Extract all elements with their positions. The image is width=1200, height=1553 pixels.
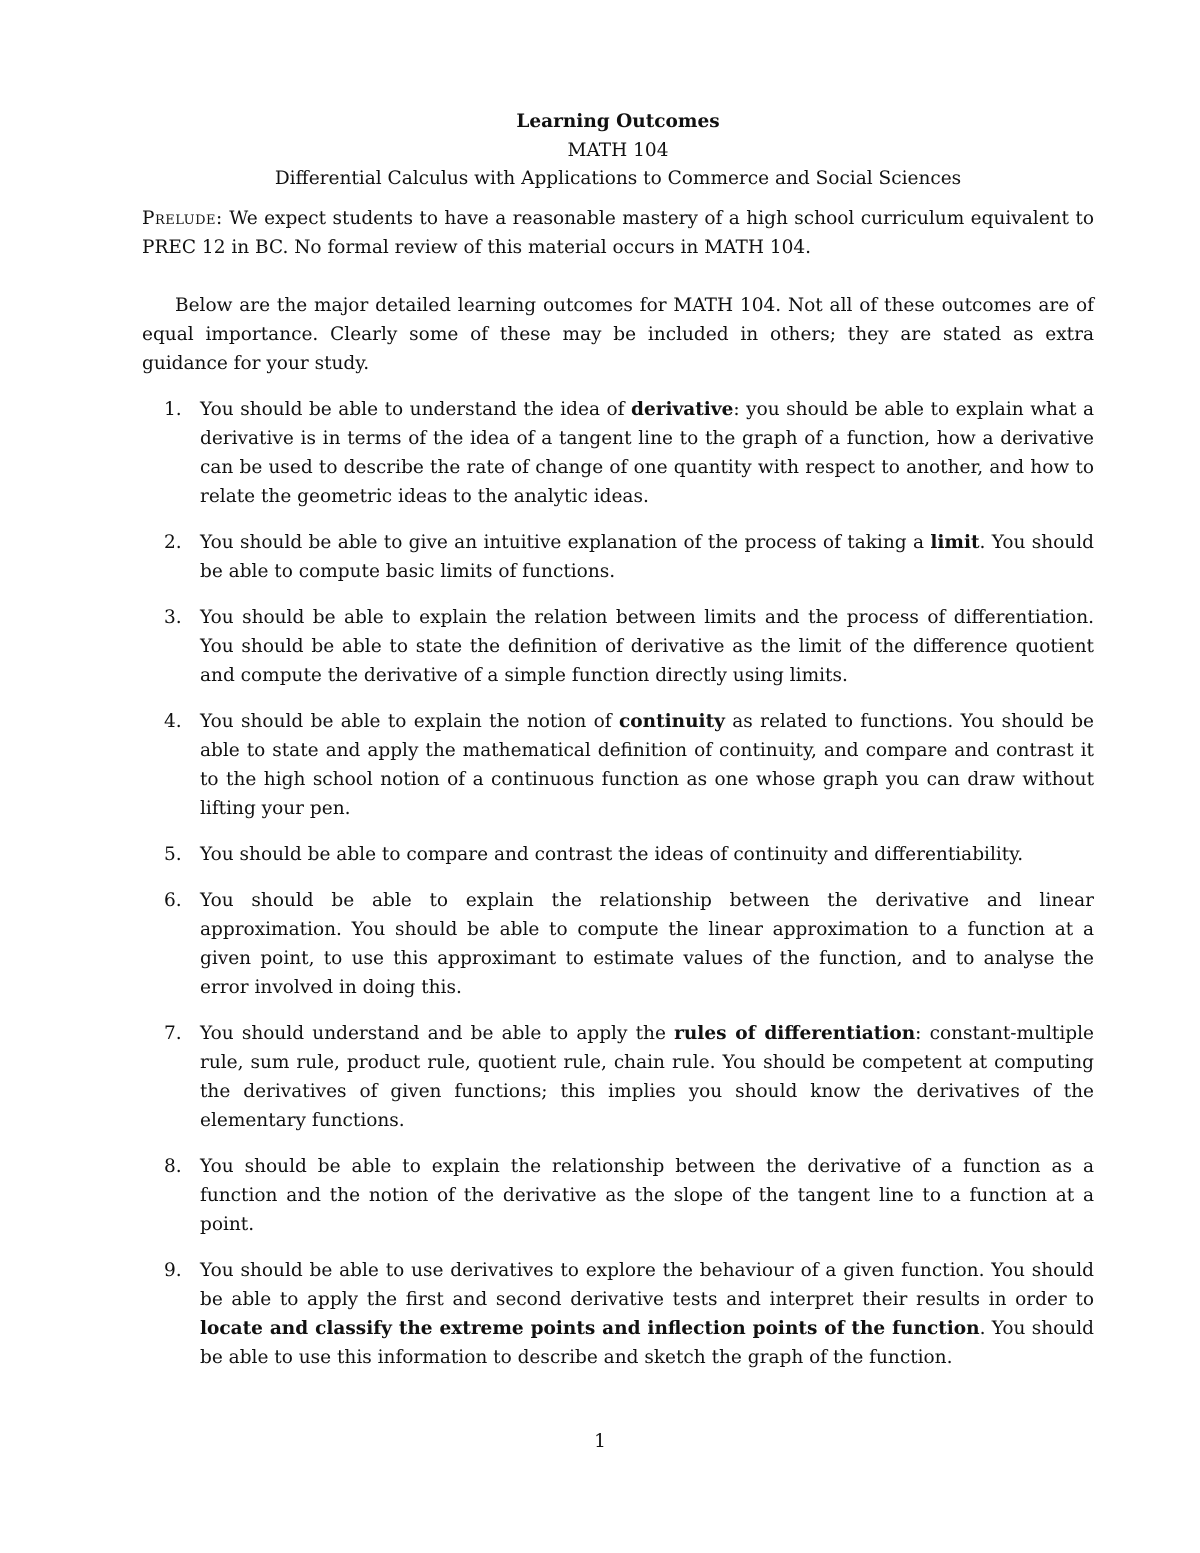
outcome-item xyxy=(142,840,1094,869)
item-text-cont: : you should be able to explain what a derivative is in terms of the idea of a tangent line to the graph of a function, how a derivative can be used to describe the rate of change of one quantity with respect to another, and how to relate the geometric ideas to the analytic ideas. xyxy=(200,398,1094,507)
item-text: You should be able to use derivatives to explore the behaviour of a given function. You should be able to apply the first and second derivative tests and interpret their results in order to xyxy=(200,1259,1094,1310)
item-text: You should be able to explain the relationship between the derivative and linear approximation. You should be able to compute the linear approximation to a function at a given point, to use this approximant to estimate values of the function, and to analyse the error involved in doing this. xyxy=(200,889,1094,998)
item-number: 8. xyxy=(164,1155,182,1177)
item-text-cont: as related to functions. You should be able to state and apply the mathematical definition of continuity, and compare and contrast it to the high school notion of a continuous function as one whose graph you can draw without lifting your pen. xyxy=(200,710,1094,819)
course-subtitle: Differential Calculus with Applications to Commerce and Social Sciences xyxy=(274,168,962,189)
item-keyword: rules of differentiation xyxy=(674,1022,916,1044)
outcome-item xyxy=(142,707,1094,823)
document-title: Learning Outcomes xyxy=(516,111,720,132)
item-number: 9. xyxy=(164,1259,182,1281)
title-block xyxy=(142,108,1094,194)
outcome-item xyxy=(142,886,1094,1002)
item-keyword: continuity xyxy=(619,710,725,732)
prelude-label: Prelude: xyxy=(142,207,223,229)
outcome-item xyxy=(142,395,1094,511)
course-code: MATH 104 xyxy=(567,139,669,161)
item-keyword: locate and classify the extreme points and inflection points of the function xyxy=(200,1317,980,1339)
item-text: You should be able to explain the relationship between the derivative of a function as a function and the notion of the derivative as the slope of the tangent line to a function at a point. xyxy=(200,1155,1094,1235)
item-text: You should understand and be able to apply the xyxy=(200,1022,675,1044)
item-number: 4. xyxy=(164,710,182,732)
item-number: 6. xyxy=(164,889,182,911)
item-number: 7. xyxy=(164,1022,182,1044)
prelude-text: We expect students to have a reasonable mastery of a high school curriculum equivalent to PREC 12 in BC. No formal review of this material occurs in MATH 104. xyxy=(142,207,1094,258)
outcome-item xyxy=(142,603,1094,690)
document-body xyxy=(142,108,1094,1389)
item-text: You should be able to explain the relation between limits and the process of differentiation. You should be able to state the definition of derivative as the limit of the difference quotient and compute the derivative of a simple function directly using limits. xyxy=(200,606,1094,686)
item-number: 1. xyxy=(164,398,182,420)
item-keyword: limit xyxy=(930,531,980,553)
item-number: 2. xyxy=(164,531,182,553)
item-number: 5. xyxy=(164,843,182,865)
outcome-item xyxy=(142,1019,1094,1135)
item-text-cont: . You should be able to compute basic limits of functions. xyxy=(200,531,1094,582)
outcomes-list xyxy=(142,395,1094,1372)
item-text-cont: . You should be able to use this information to describe and sketch the graph of the function. xyxy=(200,1317,1094,1368)
item-number: 3. xyxy=(164,606,182,628)
outcome-item xyxy=(142,1152,1094,1239)
item-text-cont: : constant-multiple rule, sum rule, product rule, quotient rule, chain rule. You should be competent at computing the derivatives of given functions; this implies you should know the derivatives of the elementary functions. xyxy=(200,1022,1094,1131)
item-text: You should be able to explain the notion of xyxy=(200,710,620,732)
item-text: You should be able to give an intuitive explanation of the process of taking a xyxy=(200,531,931,553)
outcome-item xyxy=(142,528,1094,586)
page-number: 1 xyxy=(594,1431,606,1452)
prelude-paragraph xyxy=(142,204,1094,262)
item-keyword: derivative xyxy=(631,398,734,420)
outcome-item xyxy=(142,1256,1094,1372)
item-text: You should be able to understand the idea of xyxy=(200,398,632,420)
intro-paragraph: Below are the major detailed learning outcomes for MATH 104. Not all of these outcomes are of equal importance. Clearly some of these may be included in others; they are stated as extra guidance for your study. xyxy=(142,294,1094,374)
item-text: You should be able to compare and contrast the ideas of continuity and differentiability. xyxy=(200,843,1024,865)
